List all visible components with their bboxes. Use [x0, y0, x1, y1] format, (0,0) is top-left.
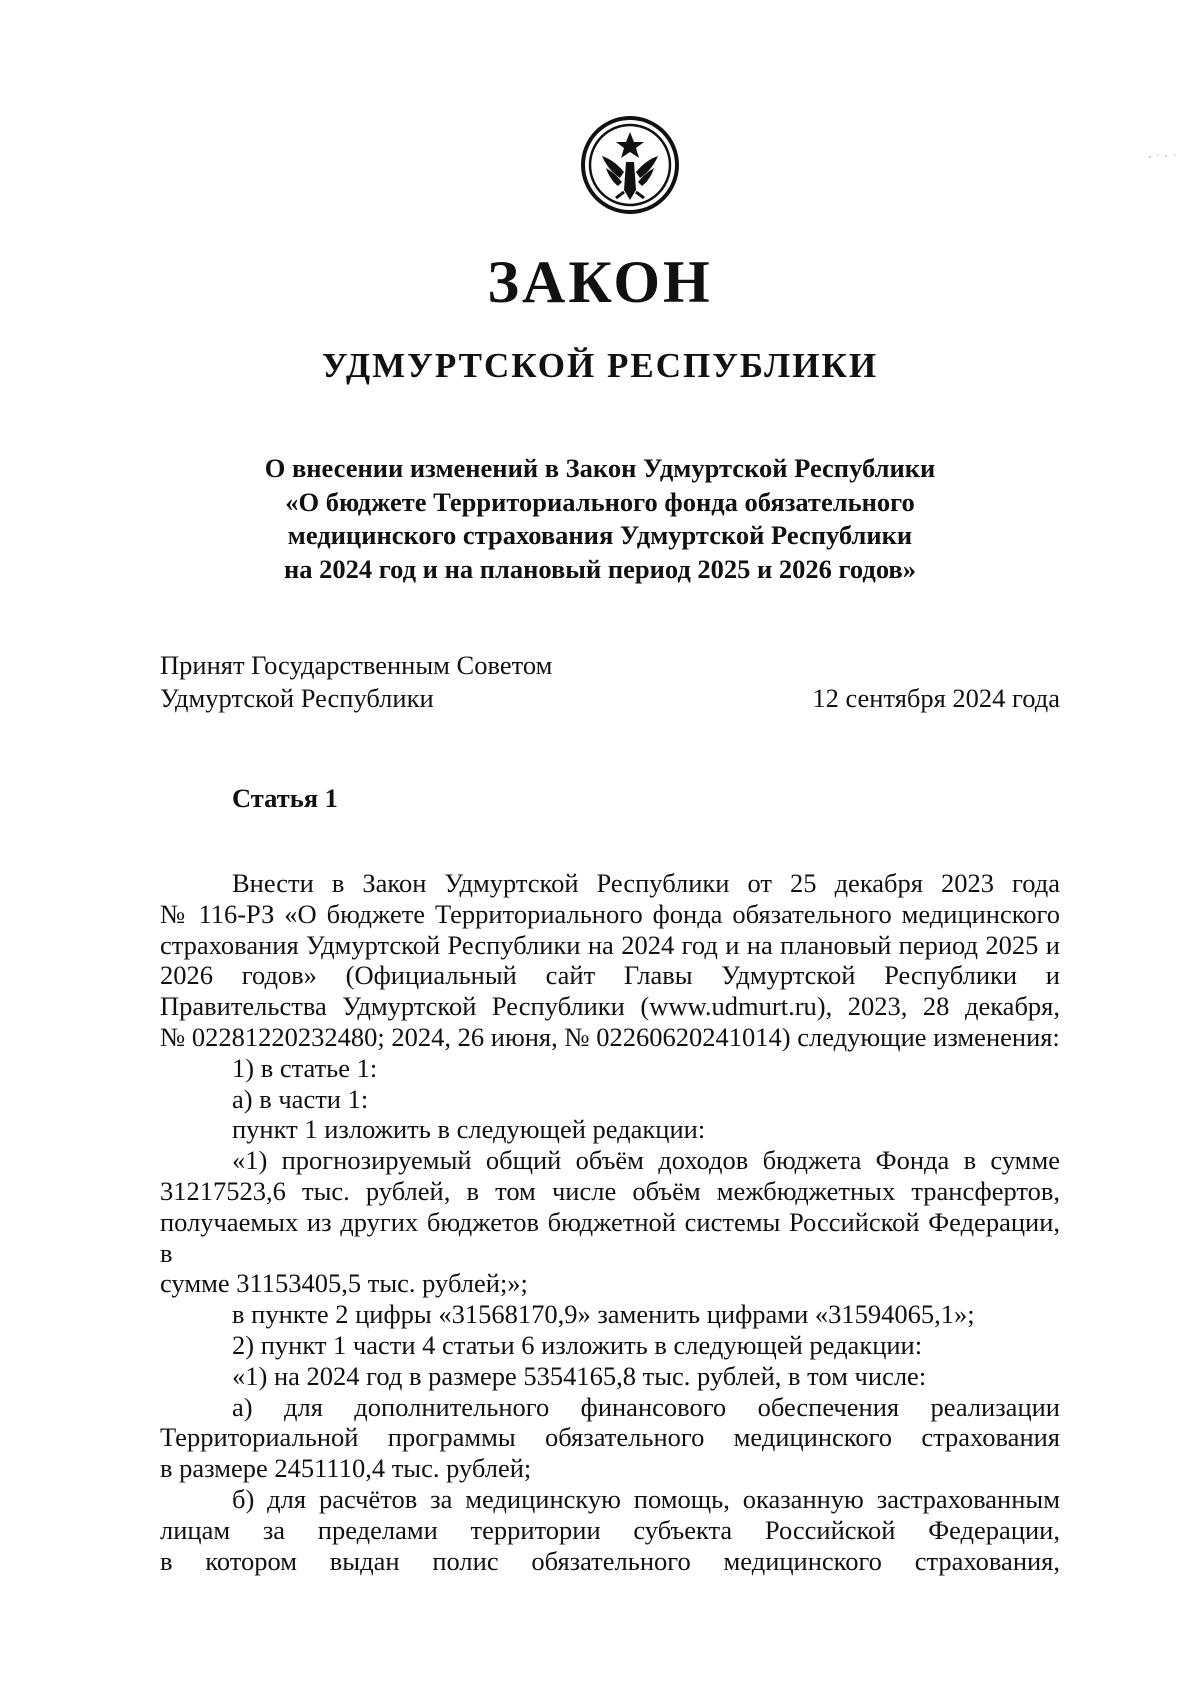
article-body [160, 868, 1060, 1576]
udmurt-emblem-icon [580, 112, 680, 218]
adoption-date: 12 сентября 2024 года [812, 683, 1060, 713]
law-heading-line: О внесении изменений в Закон Удмуртской Республики [264, 453, 936, 483]
scan-specks-icon [1148, 152, 1178, 160]
body-line: 1) в статье 1: [232, 1052, 378, 1083]
body-line: сумме 31153405,5 тыс. рублей;»; [160, 1268, 528, 1299]
body-line: № 02281220232480; 2024, 26 июня, № 02260620241014) следующие изменения: [160, 1021, 1060, 1052]
law-heading-line: «О бюджете Территориального фонда обязательного [285, 486, 915, 517]
law-heading-line: медицинского страхования Удмуртской Республики [287, 520, 913, 550]
body-line: № 116-РЗ «О бюджете Территориального фонда обязательного медицинского [160, 898, 1060, 929]
body-line: страхования Удмуртской Республики на 2024 год и на плановый период 2025 и [160, 929, 1060, 960]
body-line: а) для дополнительного финансового обеспечения реализации [232, 1391, 1060, 1422]
law-heading [200, 452, 1000, 586]
body-line: лицам за пределами территории субъекта Российской Федерации, [160, 1514, 1060, 1545]
body-line: в пункте 2 цифры «31568170,9» заменить цифрами «31594065,1»; [232, 1299, 975, 1330]
body-line: получаемых из других бюджетов бюджетной системы Российской Федерации, в [160, 1206, 1060, 1268]
body-line: Правительства Удмуртской Республики (www.udmurt.ru), 2023, 28 декабря, [160, 991, 1060, 1022]
article-title: Статья 1 [232, 783, 338, 813]
law-heading-line: на 2024 год и на плановый период 2025 и 2026 годов» [284, 553, 916, 584]
body-line: в котором выдан полис обязательного медицинского страхования, [160, 1545, 1060, 1576]
adoption-line: Принят Государственным Советом [160, 650, 553, 680]
body-line: 31217523,6 тыс. рублей, в том числе объём межбюджетных трансфертов, [160, 1175, 1060, 1206]
body-line: в размере 2451110,4 тыс. рублей; [160, 1453, 532, 1484]
body-line: Территориальной программы обязательного медицинского страхования [160, 1422, 1060, 1453]
body-line: 2026 годов» (Официальный сайт Главы Удмуртской Республики и [160, 960, 1060, 991]
body-line: Внести в Закон Удмуртской Республики от 25 декабря 2023 года [232, 868, 1060, 898]
body-line: а) в части 1: [232, 1083, 369, 1114]
adoption-block [160, 649, 1060, 715]
document-subtitle: УДМУРТСКОЙ РЕСПУБЛИКИ [321, 346, 879, 385]
body-line: пункт 1 изложить в следующей редакции: [232, 1114, 706, 1145]
document-title: ЗАКОН [487, 249, 713, 315]
body-line: «1) на 2024 год в размере 5354165,8 тыс. рублей, в том числе: [232, 1360, 927, 1391]
body-line: б) для расчётов за медицинскую помощь, оказанную застрахованным [232, 1483, 1060, 1514]
body-line: 2) пункт 1 части 4 статьи 6 изложить в следующей редакции: [232, 1329, 923, 1360]
body-line: «1) прогнозируемый общий объём доходов бюджета Фонда в сумме [232, 1145, 1060, 1176]
adoption-line: Удмуртской Республики [160, 683, 434, 713]
